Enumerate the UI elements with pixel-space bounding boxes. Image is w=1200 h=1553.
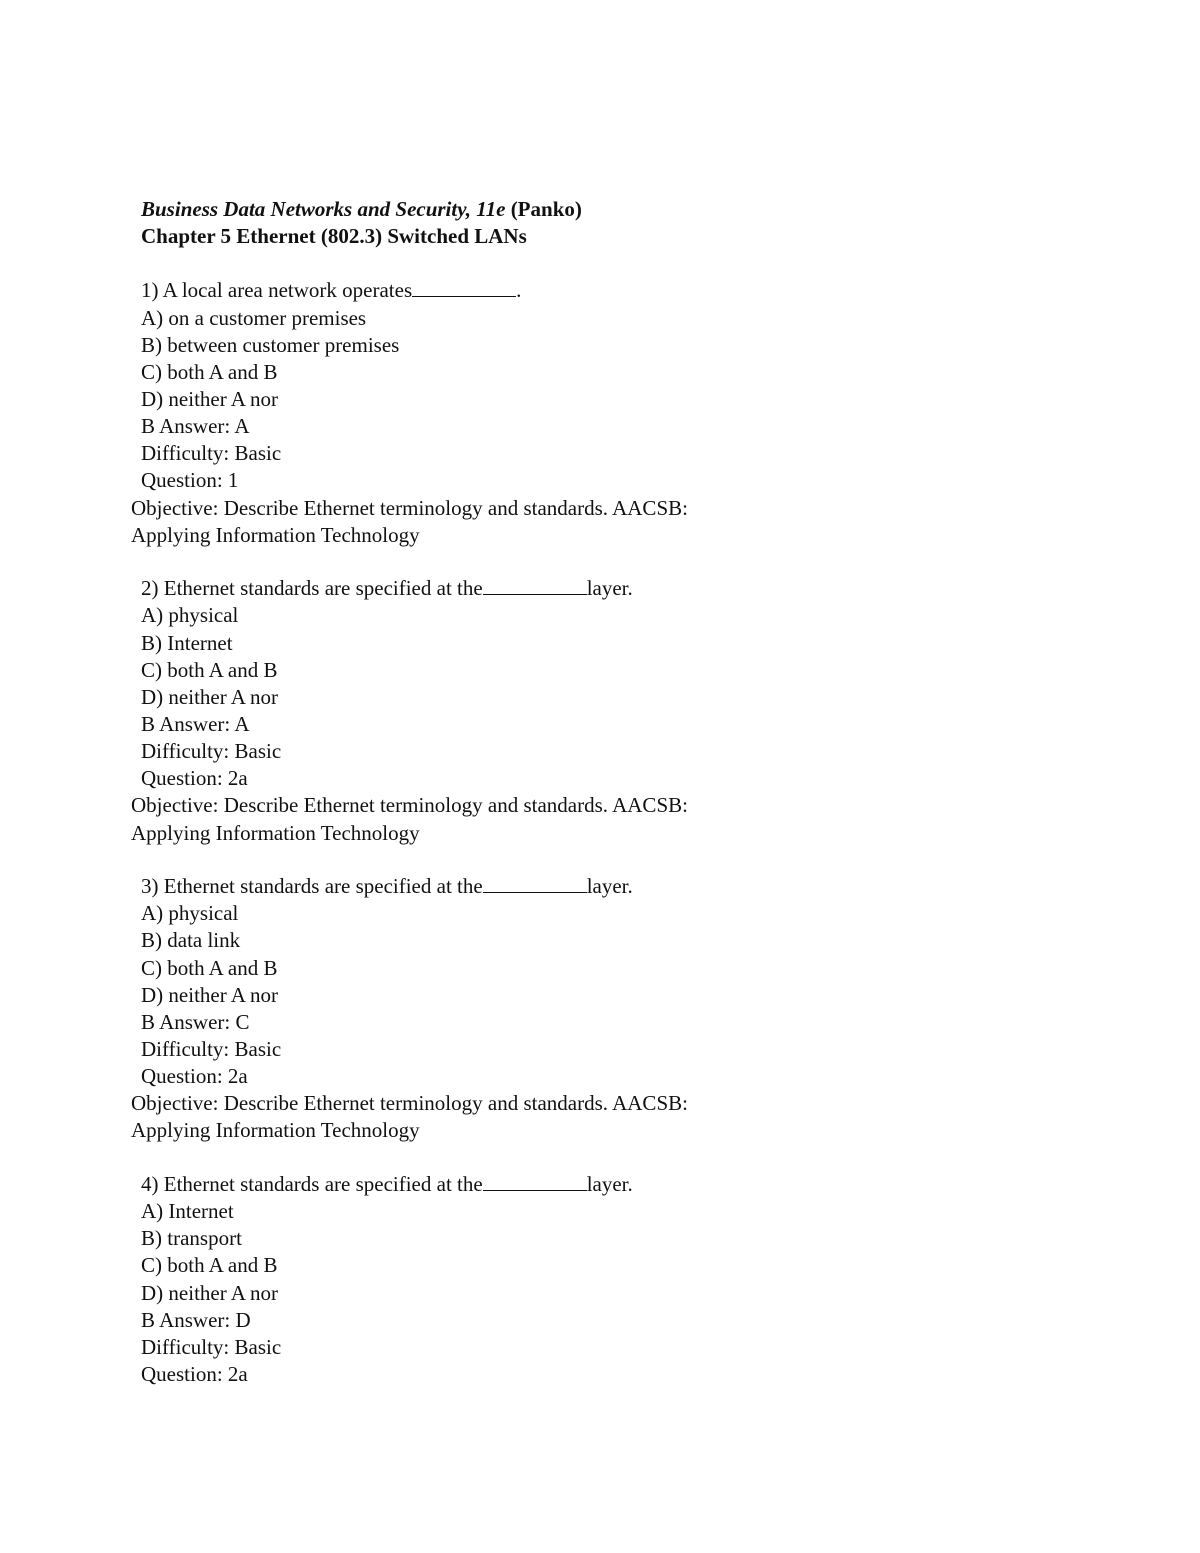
answer-blank bbox=[483, 1172, 587, 1191]
option-a: A) Internet bbox=[141, 1199, 234, 1223]
question-stem: 1) A local area network operates . bbox=[141, 278, 522, 302]
option-d: D) neither A nor bbox=[141, 983, 279, 1007]
option-c: C) both A and B bbox=[141, 360, 278, 384]
difficulty-line: Difficulty: Basic bbox=[141, 1335, 282, 1359]
option-a: A) physical bbox=[141, 901, 239, 925]
option-b: B) data link bbox=[141, 928, 241, 952]
book-title: Business Data Networks and Security, 11e bbox=[141, 197, 506, 221]
option-c: C) both A and B bbox=[141, 956, 278, 980]
difficulty-line: Difficulty: Basic bbox=[141, 1037, 282, 1061]
option-c: C) both A and B bbox=[141, 1253, 278, 1277]
answer-line: B Answer: C bbox=[141, 1010, 250, 1034]
answer-blank bbox=[483, 576, 587, 595]
aacsb-line: Applying Information Technology bbox=[131, 821, 420, 845]
document-header bbox=[141, 196, 582, 250]
answer-line: B Answer: A bbox=[141, 414, 250, 438]
question-stem: 3) Ethernet standards are specified at the layer. bbox=[141, 874, 633, 898]
option-d: D) neither A nor bbox=[141, 387, 279, 411]
option-a: A) physical bbox=[141, 603, 239, 627]
answer-blank bbox=[483, 874, 587, 893]
question-number-line: Question: 2a bbox=[141, 1064, 248, 1088]
difficulty-line: Difficulty: Basic bbox=[141, 739, 282, 763]
answer-line: B Answer: D bbox=[141, 1308, 251, 1332]
objective-line: Objective: Describe Ethernet terminology and standards. AACSB: bbox=[131, 1091, 688, 1115]
option-c: C) both A and B bbox=[141, 658, 278, 682]
author: (Panko) bbox=[510, 197, 582, 221]
answer-line: B Answer: A bbox=[141, 712, 250, 736]
difficulty-line: Difficulty: Basic bbox=[141, 441, 282, 465]
title-line bbox=[141, 196, 582, 223]
option-b: B) between customer premises bbox=[141, 333, 400, 357]
option-d: D) neither A nor bbox=[141, 685, 279, 709]
objective-line: Objective: Describe Ethernet terminology and standards. AACSB: bbox=[131, 496, 688, 520]
option-a: A) on a customer premises bbox=[141, 306, 367, 330]
question-number-line: Question: 1 bbox=[141, 468, 239, 492]
question-number-line: Question: 2a bbox=[141, 1362, 248, 1386]
option-d: D) neither A nor bbox=[141, 1281, 279, 1305]
answer-blank bbox=[412, 278, 516, 297]
option-b: B) transport bbox=[141, 1226, 242, 1250]
objective-line: Objective: Describe Ethernet terminology and standards. AACSB: bbox=[131, 793, 688, 817]
chapter-title: Chapter 5 Ethernet (802.3) Switched LANs bbox=[141, 224, 527, 248]
question-number-line: Question: 2a bbox=[141, 766, 248, 790]
question-stem: 4) Ethernet standards are specified at the layer. bbox=[141, 1172, 633, 1196]
aacsb-line: Applying Information Technology bbox=[131, 523, 420, 547]
aacsb-line: Applying Information Technology bbox=[131, 1118, 420, 1142]
question-stem: 2) Ethernet standards are specified at the layer. bbox=[141, 576, 633, 600]
option-b: B) Internet bbox=[141, 631, 233, 655]
